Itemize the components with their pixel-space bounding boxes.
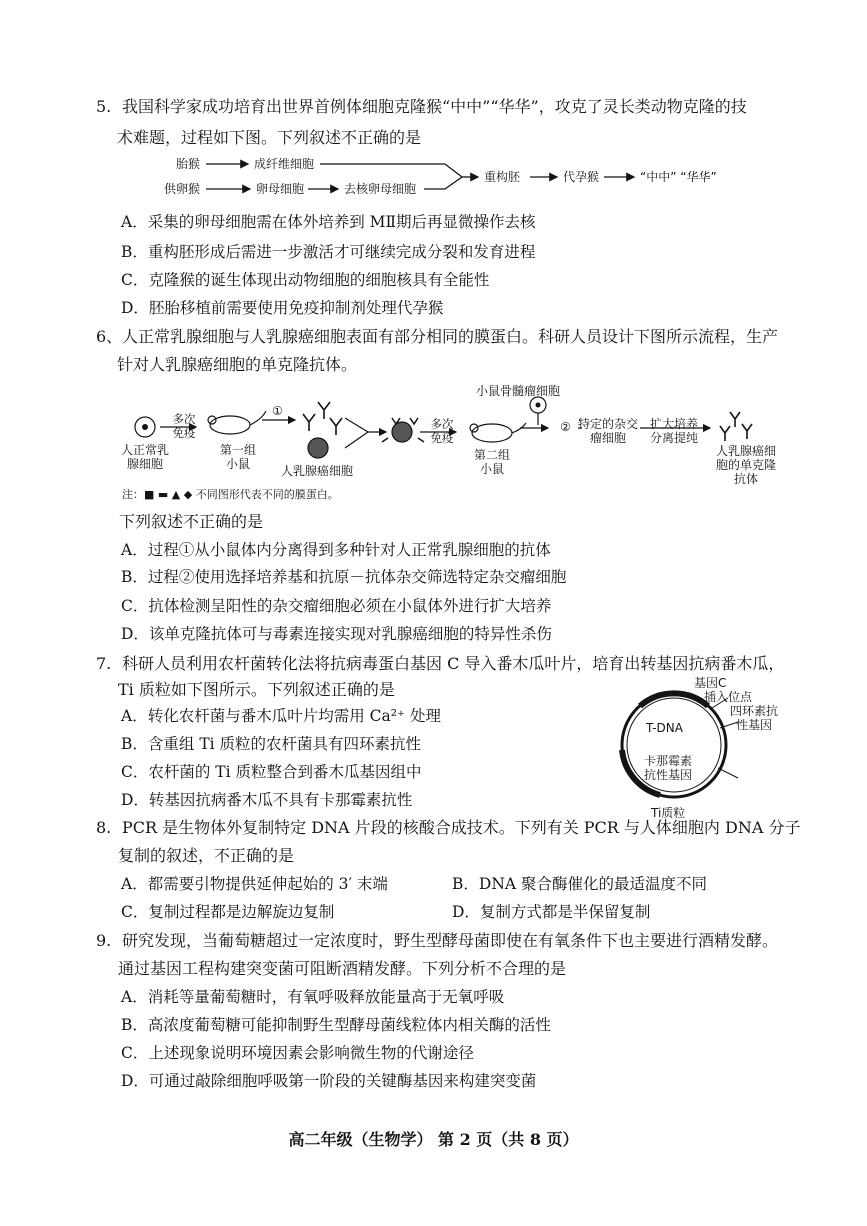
option-a: A．消耗等量葡萄糖时，有氧呼吸释放能量高于无氧呼吸 (121, 988, 505, 1006)
question-number: 8. (96, 818, 112, 837)
page-footer: 高二年级（生物学） 第 2 页（共 8 页） (288, 1130, 579, 1149)
option-c: C．克隆猴的诞生体现出动物细胞的细胞核具有全能性 (121, 271, 490, 289)
option-d: D．该单克隆抗体可与毒素连接实现对乳腺癌细胞的特异性杀伤 (121, 625, 552, 643)
question-number: 9. (96, 931, 112, 950)
label-result: “中中” “华华” (640, 170, 717, 184)
label-step-2: ② (560, 420, 571, 434)
label-immunize-2: 多次免疫 (430, 417, 454, 445)
option-c: C．农杆菌的 Ti 质粒整合到番木瓜基因组中 (121, 763, 422, 781)
question-number: 7. (96, 654, 112, 673)
option-c: C．抗体检测呈阳性的杂交瘤细胞必须在小鼠体外进行扩大培养 (121, 597, 552, 615)
option-d: D．胚胎移植前需要使用免疫抑制剂处理代孕猴 (121, 299, 444, 317)
option-d: D．转基因抗病番木瓜不具有卡那霉素抗性 (121, 791, 413, 809)
diagram-note: 注：■ ▬ ▲ ◆ 不同图形代表不同的膜蛋白。 (122, 488, 339, 501)
option-d: D．复制方式都是半保留复制 (452, 903, 651, 921)
label-specific-hybridoma: 特定的杂交瘤细胞 (577, 417, 638, 445)
label-surrogate-monkey: 代孕猴 (563, 170, 600, 184)
label-tdna: T-DNA (646, 721, 683, 735)
question-stem: 针对人乳腺癌细胞的单克隆抗体。 (117, 355, 358, 374)
question-lead: 下列叙述不正确的是 (119, 512, 264, 531)
label-ti-plasmid: Ti质粒 (651, 806, 686, 820)
label-step-1: ① (272, 404, 283, 418)
label-fetal-monkey: 胎猴 (176, 157, 201, 171)
label-monoclonal-product: 人乳腺癌细胞的单克隆抗体 (715, 444, 776, 486)
question-number: 5. (96, 97, 112, 116)
option-b: B．含重组 Ti 质粒的农杆菌具有四环素抗性 (121, 735, 422, 753)
label-expand-purify: 扩大培养分离提纯 (649, 417, 698, 445)
label-group-1: 第一组小鼠 (219, 443, 256, 471)
option-a: A．转化农杆菌与番木瓜叶片均需用 Ca²⁺ 处理 (121, 707, 442, 725)
label-kanamycin-resistance: 卡那霉素抗性基因 (643, 754, 692, 782)
option-a: A．都需要引物提供延伸起始的 3′ 末端 (121, 875, 388, 893)
label-insertion-site: 插入位点 (704, 690, 753, 704)
question-stem: 复制的叙述，不正确的是 (118, 846, 295, 865)
question-stem: 我国科学家成功培育出世界首例体细胞克隆猴“中中”“华华”，攻克了灵长类动物克隆的技 (122, 97, 747, 116)
label-gene-c: 基因C (694, 676, 727, 690)
option-b: B．重构胚形成后需进一步激活才可继续完成分裂和发育进程 (121, 243, 536, 261)
option-c: C．复制过程都是边解旋边复制 (121, 903, 335, 921)
label-enucleated-oocyte: 去核卵母细胞 (344, 182, 417, 196)
question-stem: 研究发现，当葡萄糖超过一定浓度时，野生型酵母菌即使在有氧条件下也主要进行酒精发酵。 (122, 931, 779, 950)
question-stem: 人正常乳腺细胞与人乳腺癌细胞表面有部分相同的膜蛋白。科研人员设计下图所示流程，生产 (122, 327, 779, 346)
question-number: 6、 (96, 327, 123, 346)
label-fibroblast: 成纤维细胞 (254, 157, 315, 171)
option-d: D．可通过敲除细胞呼吸第一阶段的关键酶基因来构建突变菌 (121, 1072, 537, 1090)
option-a: A．过程①从小鼠体内分离得到多种针对人正常乳腺细胞的抗体 (121, 541, 551, 559)
label-immunize-1: 多次免疫 (172, 412, 196, 440)
option-b: B．DNA 聚合酶催化的最适温度不同 (452, 875, 708, 893)
label-group-2: 第二组小鼠 (473, 448, 510, 476)
label-donor-monkey: 供卵猴 (164, 182, 201, 196)
question-stem: 科研人员利用农杆菌转化法将抗病毒蛋白基因 C 导入番木瓜叶片，培育出转基因抗病番木瓜， (122, 654, 785, 673)
label-cancer-cell: 人乳腺癌细胞 (281, 464, 354, 478)
label-oocyte: 卵母细胞 (256, 182, 305, 196)
label-myeloma: 小鼠骨髓瘤细胞 (476, 384, 561, 398)
option-a: A．采集的卵母细胞需在体外培养到 MⅡ期后再显微操作去核 (121, 213, 536, 231)
option-b: B．高浓度葡萄糖可能抑制野生型酵母菌线粒体内相关酶的活性 (121, 1016, 551, 1034)
option-c: C．上述现象说明环境因素会影响微生物的代谢途径 (121, 1044, 474, 1062)
label-normal-cell: 人正常乳腺细胞 (120, 443, 169, 471)
label-tetracycline-resistance: 四环素抗性基因 (730, 704, 779, 732)
option-b: B．过程②使用选择培养基和抗原－抗体杂交筛选特定杂交瘤细胞 (121, 568, 567, 586)
question-stem: PCR 是生物体外复制特定 DNA 片段的核酸合成技术。下列有关 PCR 与人体细胞内 DNA 分子 (122, 818, 801, 837)
plasmid-ring (600, 670, 780, 810)
question-stem: 术难题，过程如下图。下列叙述不正确的是 (117, 128, 422, 147)
question-stem: Ti 质粒如下图所示。下列叙述正确的是 (118, 680, 395, 699)
question-stem: 通过基因工程构建突变菌可阻断酒精发酵。下列分析不合理的是 (118, 959, 567, 978)
label-reconstructed-embryo: 重构胚 (484, 170, 521, 184)
